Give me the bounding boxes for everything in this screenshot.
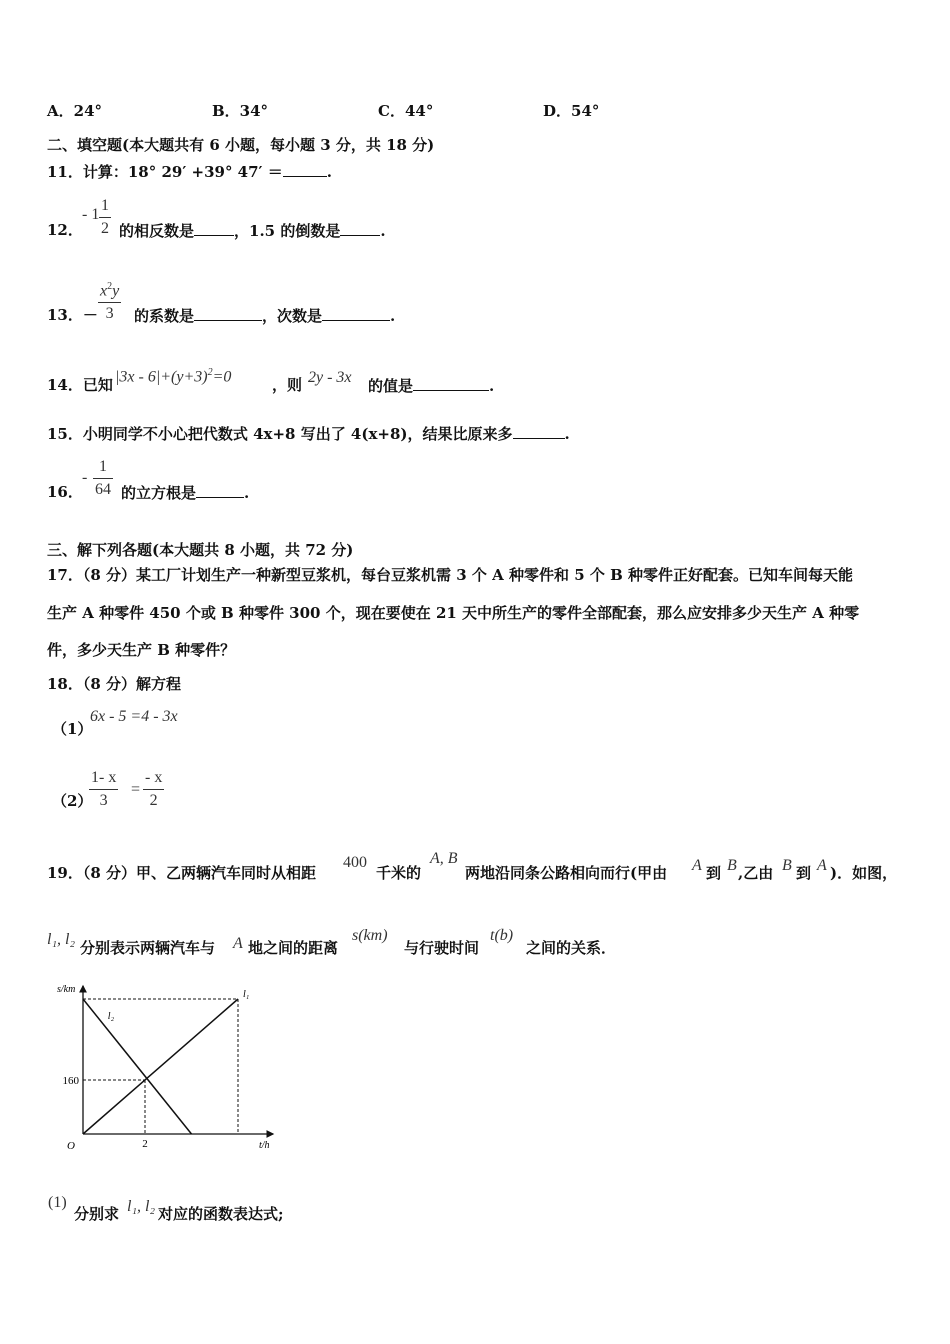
q13-frac-den: 3 [105,305,114,323]
q19-a3: 两地沿同条公路相向而行(甲由 [465,864,668,882]
q17-line1: 17．（8 分）某工厂计划生产一种新型豆浆机，每台豆浆机需 3 个 A 种零件和 5 个 B 种零件正好配套。已知车间每天能 [47,566,854,584]
question-15: 15．小明同学不小心把代数式 4x+8 写出了 4(x+8)，结果比原来多 . [47,425,570,443]
answer-blank [513,426,565,439]
answer-blank [413,378,489,391]
q12-frac-num: 1 [101,197,109,214]
q16-text-a: 的立方根是 [121,484,197,502]
q19-a1: 19．（8 分）甲、乙两辆汽车同时从相距 [47,864,317,882]
answer-blank [196,485,244,498]
q19-m-a2: A [817,857,827,874]
q16-fraction [93,459,113,498]
x-tick-label: 2 [142,1138,148,1150]
chart-lines [83,999,238,1134]
q19-l12: l₁, l₂ [47,931,76,948]
q14-prefix: 14．已知 [47,376,113,394]
series-line-1 [83,999,238,1134]
answer-blank [194,308,262,321]
q18-part2-label: （2） [52,792,93,810]
q12-whole: - 1 [82,206,100,223]
q14-eq: |3x - 6|+(y+3) [115,368,208,386]
q18-part2-equals: = [131,781,141,798]
q19-m-a1: A [692,857,702,874]
q19-distance: 400 [343,854,367,871]
option-c: C．44° [378,102,434,120]
option-a: A．24° [47,102,103,120]
q19-m-b2: B [782,857,792,874]
q19-part1-a: 分别求 [74,1205,120,1223]
q18-left-num: 1- x [91,769,117,786]
q11-text: 11．计算：18° 29′ +39° 47′ ＝ [47,163,283,181]
answer-blank [194,223,234,236]
q17-line3: 件，多少天生产 B 种零件？ [47,641,236,659]
q19-b2: 地之间的距离 [248,939,339,957]
q16-frac-num: 1 [99,458,107,475]
q18-part1-equation: 6x - 5 =4 - 3x [90,708,178,725]
q19-b1: 分别表示两辆汽车与 [80,939,216,957]
q16-text: 的立方根是 . [121,484,250,502]
q12-frac-den: 2 [101,220,109,237]
q17-line2: 生产 A 种零件 450 个或 B 种零件 300 个，现在要使在 21 天中所生产的零件全部配套，那么应安排多少天生产 A 种零 [47,604,860,622]
q14-expression: 2y - 3x [308,369,352,386]
q19-b3: 与行驶时间 [404,939,480,957]
q19-m-a3: A [233,935,243,952]
q19-part1-l: l₁, l₂ [127,1198,156,1215]
q19-ab: A, B [430,850,458,867]
q13-text-a: 的系数是 [134,307,195,325]
q18-part2-right-fraction [143,770,164,809]
y-tick-label: 160 [62,1075,79,1087]
x-axis-label: t/h [259,1140,270,1151]
q14-suffix-text: 的值是 [368,377,414,395]
q14-suffix: 的值是 . [368,377,495,395]
q12-number: 12． [47,221,83,239]
q16-sign: - [82,469,88,486]
q14-mid: ，则 [272,376,303,394]
q12-text: 的相反数是 ，1.5 的倒数是 . [119,222,386,240]
q18-part1-label: （1） [52,720,93,738]
y-axis-label: s/km [57,984,76,995]
q18-title: 18．（8 分）解方程 [47,675,182,693]
origin-label: O [67,1140,75,1152]
q19-part1-label: (1) [48,1194,67,1211]
q19-a7: )．如图， [830,864,898,882]
q13-text-b: ，次数是 [262,307,323,325]
answer-blank [322,308,390,321]
q13-num-y: y [112,282,120,300]
q13-number: 13．－ [47,306,98,324]
q19-chart [47,978,287,1158]
q13-text: 的系数是 ，次数是 . [134,307,396,325]
q13-fraction [98,282,121,322]
series-label-l2: l₂ [107,1011,115,1022]
q19-b4: 之间的关系． [526,939,617,957]
q19-a4: 到 [706,864,722,882]
q12-text-a: 的相反数是 [119,222,195,240]
q18-right-den: 2 [149,792,158,809]
q19-a5: ,乙由 [738,864,774,882]
q12-text-b: ，1.5 的倒数是 [234,222,341,240]
q19-part1-b: 对应的函数表达式; [158,1205,284,1223]
q19-a2: 千米的 [376,864,422,882]
q18-part2-left-fraction [89,770,118,809]
series-label-l1: l₁ [243,989,250,1000]
q15-text: 15．小明同学不小心把代数式 4x+8 写出了 4(x+8)，结果比原来多 [47,425,513,443]
q14-eq-tail: =0 [212,368,232,386]
answer-blank [283,164,327,177]
q16-number: 16． [47,483,83,501]
q19-t: t(b) [490,927,514,944]
q18-left-den: 3 [99,792,108,809]
section3-title: 三、解下列各题(本大题共 8 小题，共 72 分) [47,541,354,559]
q13-num-exp: 2 [107,281,113,292]
series-line-2 [83,999,192,1134]
question-11: 11．计算：18° 29′ +39° 47′ ＝ . [47,163,332,181]
option-b: B．34° [212,102,269,120]
q14-eq-exp: 2 [207,367,213,378]
q18-right-num: - x [145,769,163,786]
section2-title: 二、填空题(本大题共有 6 小题，每小题 3 分，共 18 分) [47,136,435,154]
q14-equation [115,368,231,385]
q19-a6: 到 [796,864,812,882]
q19-s: s(km) [352,927,388,944]
q13-num-base: x [100,282,108,300]
option-d: D．54° [543,102,600,120]
q19-m-b1: B [727,857,737,874]
answer-blank [340,223,380,236]
q12-fraction [99,198,111,237]
q16-frac-den: 64 [95,481,111,498]
